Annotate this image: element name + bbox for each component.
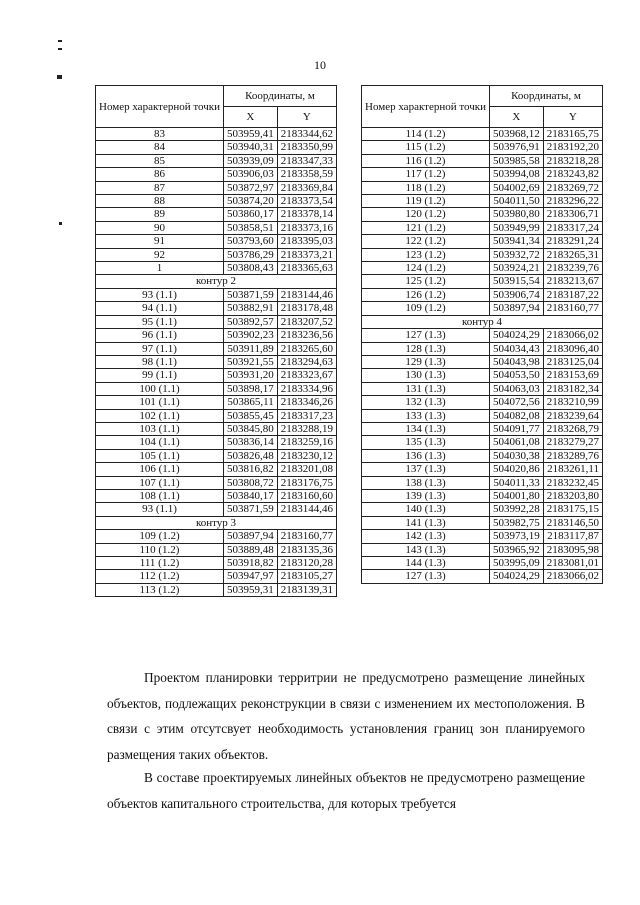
coord-y: 2183175,15 — [543, 503, 602, 516]
point-id: 143 (1.3) — [362, 543, 490, 556]
coord-y: 2183306,71 — [543, 208, 602, 221]
coord-y: 2183176,75 — [277, 476, 336, 489]
coordinates-table-right — [361, 85, 603, 584]
scan-artifact — [58, 40, 62, 42]
point-id: 86 — [96, 168, 224, 181]
point-id: 98 (1.1) — [96, 355, 224, 368]
point-id: 106 (1.1) — [96, 463, 224, 476]
table-row — [362, 436, 603, 449]
coord-y: 2183232,45 — [543, 476, 602, 489]
point-id: 144 (1.3) — [362, 557, 490, 570]
coord-x: 504011,33 — [490, 476, 544, 489]
table-row — [362, 154, 603, 167]
coord-x: 503932,72 — [490, 248, 544, 261]
point-id: 110 (1.2) — [96, 543, 224, 556]
header-coordinates: Координаты, м — [490, 86, 603, 107]
paragraph: Проектом планировки территрии не предусмотрено размещение линейных объектов, подлежащих реконструкции в связи с изменением их местоположения. В связи с этим отсутсвует необходимость установления границ зон планируемого размещения таких объектов. — [107, 670, 585, 762]
contour-label: контур 2 — [96, 275, 337, 288]
coord-y: 2183261,11 — [543, 463, 602, 476]
point-id: 139 (1.3) — [362, 489, 490, 502]
coord-x: 503976,91 — [490, 141, 544, 154]
coord-x: 503897,94 — [490, 302, 544, 315]
coord-x: 503889,48 — [224, 543, 278, 556]
table-row — [362, 396, 603, 409]
coord-x: 504053,50 — [490, 369, 544, 382]
table-row — [362, 208, 603, 221]
point-id: 102 (1.1) — [96, 409, 224, 422]
coord-y: 2183373,54 — [277, 195, 336, 208]
table-row — [96, 128, 337, 141]
table-row — [362, 248, 603, 261]
coord-x: 503973,19 — [490, 530, 544, 543]
point-id: 124 (1.2) — [362, 262, 490, 275]
coord-y: 2183350,99 — [277, 141, 336, 154]
coord-x: 503840,17 — [224, 489, 278, 502]
table-row — [96, 409, 337, 422]
point-id: 122 (1.2) — [362, 235, 490, 248]
coord-x: 503855,45 — [224, 409, 278, 422]
coord-x: 503992,28 — [490, 503, 544, 516]
coord-x: 503921,55 — [224, 355, 278, 368]
scan-artifact — [58, 48, 62, 50]
table-row — [96, 382, 337, 395]
point-id: 84 — [96, 141, 224, 154]
point-id: 94 (1.1) — [96, 302, 224, 315]
coord-y: 2183066,02 — [543, 570, 602, 583]
point-id: 117 (1.2) — [362, 168, 490, 181]
header-x: X — [224, 107, 278, 128]
coord-y: 2183373,16 — [277, 221, 336, 234]
paragraph: В составе проектируемых линейных объектов не предусмотрено размещение объектов капитального строительства, для которых требуется — [107, 770, 585, 811]
point-id: 127 (1.3) — [362, 329, 490, 342]
table-row — [96, 422, 337, 435]
point-id: 137 (1.3) — [362, 463, 490, 476]
coord-x: 503924,21 — [490, 262, 544, 275]
point-id: 121 (1.2) — [362, 221, 490, 234]
table-row — [362, 570, 603, 583]
table-row — [96, 195, 337, 208]
point-id: 83 — [96, 128, 224, 141]
coord-y: 2183207,52 — [277, 315, 336, 328]
table-row — [362, 422, 603, 435]
point-id: 100 (1.1) — [96, 382, 224, 395]
point-id: 107 (1.1) — [96, 476, 224, 489]
contour-row — [362, 315, 603, 328]
coord-x: 503808,72 — [224, 476, 278, 489]
coord-x: 504020,86 — [490, 463, 544, 476]
point-id: 109 (1.2) — [362, 302, 490, 315]
coord-y: 2183323,67 — [277, 369, 336, 382]
point-id: 95 (1.1) — [96, 315, 224, 328]
coord-y: 2183218,28 — [543, 154, 602, 167]
point-id: 131 (1.3) — [362, 382, 490, 395]
coord-x: 503959,31 — [224, 583, 278, 596]
table-row — [362, 221, 603, 234]
coord-y: 2183268,79 — [543, 422, 602, 435]
page-number: 10 — [314, 58, 326, 72]
contour-row — [96, 516, 337, 529]
coord-x: 504024,29 — [490, 329, 544, 342]
coord-y: 2183289,76 — [543, 449, 602, 462]
table-row — [362, 355, 603, 368]
table-row — [96, 141, 337, 154]
coord-y: 2183294,63 — [277, 355, 336, 368]
table-row — [96, 583, 337, 596]
coord-y: 2183265,60 — [277, 342, 336, 355]
coord-y: 2183105,27 — [277, 570, 336, 583]
point-id: 129 (1.3) — [362, 355, 490, 368]
point-id: 88 — [96, 195, 224, 208]
coord-y: 2183291,24 — [543, 235, 602, 248]
coord-y: 2183239,76 — [543, 262, 602, 275]
table-row — [96, 369, 337, 382]
point-id: 113 (1.2) — [96, 583, 224, 596]
point-id: 99 (1.1) — [96, 369, 224, 382]
coord-x: 503941,34 — [490, 235, 544, 248]
coord-y: 2183201,08 — [277, 463, 336, 476]
coord-x: 504072,56 — [490, 396, 544, 409]
table-row — [362, 369, 603, 382]
coord-y: 2183243,82 — [543, 168, 602, 181]
point-id: 105 (1.1) — [96, 449, 224, 462]
point-id: 85 — [96, 154, 224, 167]
coord-y: 2183096,40 — [543, 342, 602, 355]
scan-artifact — [57, 75, 62, 79]
coord-x: 503874,20 — [224, 195, 278, 208]
coord-y: 2183160,77 — [543, 302, 602, 315]
header-point: Номер характерной точки — [362, 86, 490, 128]
coord-y: 2183346,26 — [277, 396, 336, 409]
coord-y: 2183144,46 — [277, 288, 336, 301]
coord-x: 503858,51 — [224, 221, 278, 234]
table-row — [362, 382, 603, 395]
point-id: 138 (1.3) — [362, 476, 490, 489]
coord-y: 2183317,24 — [543, 221, 602, 234]
point-id: 97 (1.1) — [96, 342, 224, 355]
coord-y: 2183259,16 — [277, 436, 336, 449]
coord-x: 503965,92 — [490, 543, 544, 556]
coord-x: 503871,59 — [224, 288, 278, 301]
coord-x: 503915,54 — [490, 275, 544, 288]
coord-y: 2183378,14 — [277, 208, 336, 221]
point-id: 112 (1.2) — [96, 570, 224, 583]
table-row — [96, 570, 337, 583]
coord-x: 503918,82 — [224, 557, 278, 570]
coord-x: 503931,20 — [224, 369, 278, 382]
point-id: 127 (1.3) — [362, 570, 490, 583]
point-id: 134 (1.3) — [362, 422, 490, 435]
coord-x: 503906,74 — [490, 288, 544, 301]
coord-y: 2183334,96 — [277, 382, 336, 395]
table-row — [96, 463, 337, 476]
coord-y: 2183187,22 — [543, 288, 602, 301]
point-id: 118 (1.2) — [362, 181, 490, 194]
coordinates-table-left — [95, 85, 337, 597]
table-row — [362, 463, 603, 476]
point-id: 136 (1.3) — [362, 449, 490, 462]
table-row — [362, 262, 603, 275]
table-row — [96, 503, 337, 516]
point-id: 125 (1.2) — [362, 275, 490, 288]
point-id: 115 (1.2) — [362, 141, 490, 154]
point-id: 142 (1.3) — [362, 530, 490, 543]
coord-y: 2183203,80 — [543, 489, 602, 502]
point-id: 87 — [96, 181, 224, 194]
coord-y: 2183066,02 — [543, 329, 602, 342]
body-text-1 — [107, 665, 585, 767]
coord-x: 503982,75 — [490, 516, 544, 529]
coord-x: 504061,08 — [490, 436, 544, 449]
coord-y: 2183165,75 — [543, 128, 602, 141]
coord-x: 504024,29 — [490, 570, 544, 583]
coord-x: 503994,08 — [490, 168, 544, 181]
coord-y: 2183135,36 — [277, 543, 336, 556]
coord-x: 503898,17 — [224, 382, 278, 395]
coord-x: 503865,11 — [224, 396, 278, 409]
coord-x: 503980,80 — [490, 208, 544, 221]
coord-x: 503949,99 — [490, 221, 544, 234]
table-row — [362, 302, 603, 315]
table-row — [362, 181, 603, 194]
table-row — [96, 221, 337, 234]
point-id: 128 (1.3) — [362, 342, 490, 355]
coord-y: 2183117,87 — [543, 530, 602, 543]
table-row — [96, 530, 337, 543]
coord-x: 503911,89 — [224, 342, 278, 355]
coord-y: 2183095,98 — [543, 543, 602, 556]
coord-y: 2183347,33 — [277, 154, 336, 167]
coord-x: 504030,38 — [490, 449, 544, 462]
coord-y: 2183296,22 — [543, 195, 602, 208]
point-id: 123 (1.2) — [362, 248, 490, 261]
table-row — [96, 329, 337, 342]
coord-y: 2183144,46 — [277, 503, 336, 516]
point-id: 101 (1.1) — [96, 396, 224, 409]
coord-x: 503872,97 — [224, 181, 278, 194]
coord-x: 504034,43 — [490, 342, 544, 355]
table-row — [362, 503, 603, 516]
coord-x: 504082,08 — [490, 409, 544, 422]
point-id: 104 (1.1) — [96, 436, 224, 449]
contour-row — [96, 275, 337, 288]
point-id: 109 (1.2) — [96, 530, 224, 543]
table-row — [96, 154, 337, 167]
coord-y: 2183146,50 — [543, 516, 602, 529]
point-id: 114 (1.2) — [362, 128, 490, 141]
table-row — [362, 489, 603, 502]
coord-x: 503939,09 — [224, 154, 278, 167]
table-row — [362, 557, 603, 570]
coord-y: 2183365,63 — [277, 262, 336, 275]
table-row — [96, 396, 337, 409]
table-row — [96, 315, 337, 328]
point-id: 133 (1.3) — [362, 409, 490, 422]
coord-x: 503897,94 — [224, 530, 278, 543]
table-row — [362, 288, 603, 301]
body-text-2 — [107, 765, 585, 816]
coord-y: 2183236,56 — [277, 329, 336, 342]
table-row — [362, 342, 603, 355]
table-row — [362, 530, 603, 543]
point-id: 132 (1.3) — [362, 396, 490, 409]
coord-y: 2183265,31 — [543, 248, 602, 261]
point-id: 103 (1.1) — [96, 422, 224, 435]
table-row — [96, 342, 337, 355]
table-row — [362, 128, 603, 141]
coord-y: 2183344,62 — [277, 128, 336, 141]
point-id: 93 (1.1) — [96, 288, 224, 301]
table-row — [362, 476, 603, 489]
coord-x: 504043,98 — [490, 355, 544, 368]
point-id: 116 (1.2) — [362, 154, 490, 167]
coord-y: 2183153,69 — [543, 369, 602, 382]
coord-x: 503786,29 — [224, 248, 278, 261]
coord-y: 2183160,60 — [277, 489, 336, 502]
point-id: 92 — [96, 248, 224, 261]
header-x: X — [490, 107, 544, 128]
coord-x: 504011,50 — [490, 195, 544, 208]
coord-x: 503968,12 — [490, 128, 544, 141]
coord-y: 2183178,48 — [277, 302, 336, 315]
table-row — [96, 168, 337, 181]
coord-x: 504063,03 — [490, 382, 544, 395]
point-id: 120 (1.2) — [362, 208, 490, 221]
coord-x: 504001,80 — [490, 489, 544, 502]
coord-x: 503871,59 — [224, 503, 278, 516]
table-row — [96, 302, 337, 315]
coord-y: 2183160,77 — [277, 530, 336, 543]
point-id: 135 (1.3) — [362, 436, 490, 449]
point-id: 111 (1.2) — [96, 557, 224, 570]
table-row — [362, 195, 603, 208]
header-y: Y — [277, 107, 336, 128]
table-row — [362, 516, 603, 529]
coord-y: 2183395,03 — [277, 235, 336, 248]
coord-x: 503940,31 — [224, 141, 278, 154]
point-id: 141 (1.3) — [362, 516, 490, 529]
table-row — [96, 436, 337, 449]
point-id: 108 (1.1) — [96, 489, 224, 502]
coord-x: 503906,03 — [224, 168, 278, 181]
table-row — [96, 262, 337, 275]
table-row — [96, 288, 337, 301]
coord-x: 503793,60 — [224, 235, 278, 248]
coord-x: 504091,77 — [490, 422, 544, 435]
coord-x: 503882,91 — [224, 302, 278, 315]
point-id: 91 — [96, 235, 224, 248]
table-row — [96, 489, 337, 502]
coord-x: 503826,48 — [224, 449, 278, 462]
table-row — [96, 557, 337, 570]
coord-y: 2183239,64 — [543, 409, 602, 422]
coord-y: 2183081,01 — [543, 557, 602, 570]
table-row — [362, 543, 603, 556]
coord-y: 2183279,27 — [543, 436, 602, 449]
contour-label: контур 3 — [96, 516, 337, 529]
coord-y: 2183213,67 — [543, 275, 602, 288]
table-row — [362, 329, 603, 342]
coord-y: 2183317,23 — [277, 409, 336, 422]
coord-y: 2183230,12 — [277, 449, 336, 462]
point-id: 130 (1.3) — [362, 369, 490, 382]
coord-y: 2183120,28 — [277, 557, 336, 570]
table-row — [96, 543, 337, 556]
table-row — [362, 141, 603, 154]
coord-y: 2183269,72 — [543, 181, 602, 194]
table-row — [362, 449, 603, 462]
coord-x: 503985,58 — [490, 154, 544, 167]
coord-y: 2183139,31 — [277, 583, 336, 596]
table-row — [96, 235, 337, 248]
table-row — [362, 235, 603, 248]
point-id: 126 (1.2) — [362, 288, 490, 301]
table-row — [96, 476, 337, 489]
coord-x: 504002,69 — [490, 181, 544, 194]
scan-artifact — [59, 222, 62, 225]
point-id: 93 (1.1) — [96, 503, 224, 516]
coord-y: 2183369,84 — [277, 181, 336, 194]
point-id: 89 — [96, 208, 224, 221]
table-row — [96, 181, 337, 194]
point-id: 96 (1.1) — [96, 329, 224, 342]
coord-x: 503892,57 — [224, 315, 278, 328]
coord-x: 503860,17 — [224, 208, 278, 221]
coord-x: 503845,80 — [224, 422, 278, 435]
point-id: 119 (1.2) — [362, 195, 490, 208]
header-coordinates: Координаты, м — [224, 86, 337, 107]
table-row — [362, 409, 603, 422]
coord-y: 2183125,04 — [543, 355, 602, 368]
table-row — [96, 355, 337, 368]
table-row — [96, 208, 337, 221]
coord-x: 503947,97 — [224, 570, 278, 583]
table-row — [96, 248, 337, 261]
header-point: Номер характерной точки — [96, 86, 224, 128]
table-row — [362, 275, 603, 288]
coord-x: 503808,43 — [224, 262, 278, 275]
coord-y: 2183182,34 — [543, 382, 602, 395]
table-row — [96, 449, 337, 462]
coord-x: 503959,41 — [224, 128, 278, 141]
coord-x: 503995,09 — [490, 557, 544, 570]
coord-y: 2183358,59 — [277, 168, 336, 181]
coord-y: 2183210,99 — [543, 396, 602, 409]
coord-x: 503836,14 — [224, 436, 278, 449]
contour-label: контур 4 — [362, 315, 603, 328]
point-id: 90 — [96, 221, 224, 234]
coord-y: 2183373,21 — [277, 248, 336, 261]
coord-y: 2183192,20 — [543, 141, 602, 154]
coord-y: 2183288,19 — [277, 422, 336, 435]
header-y: Y — [543, 107, 602, 128]
coord-x: 503816,82 — [224, 463, 278, 476]
point-id: 1 — [96, 262, 224, 275]
point-id: 140 (1.3) — [362, 503, 490, 516]
table-row — [362, 168, 603, 181]
coord-x: 503902,23 — [224, 329, 278, 342]
